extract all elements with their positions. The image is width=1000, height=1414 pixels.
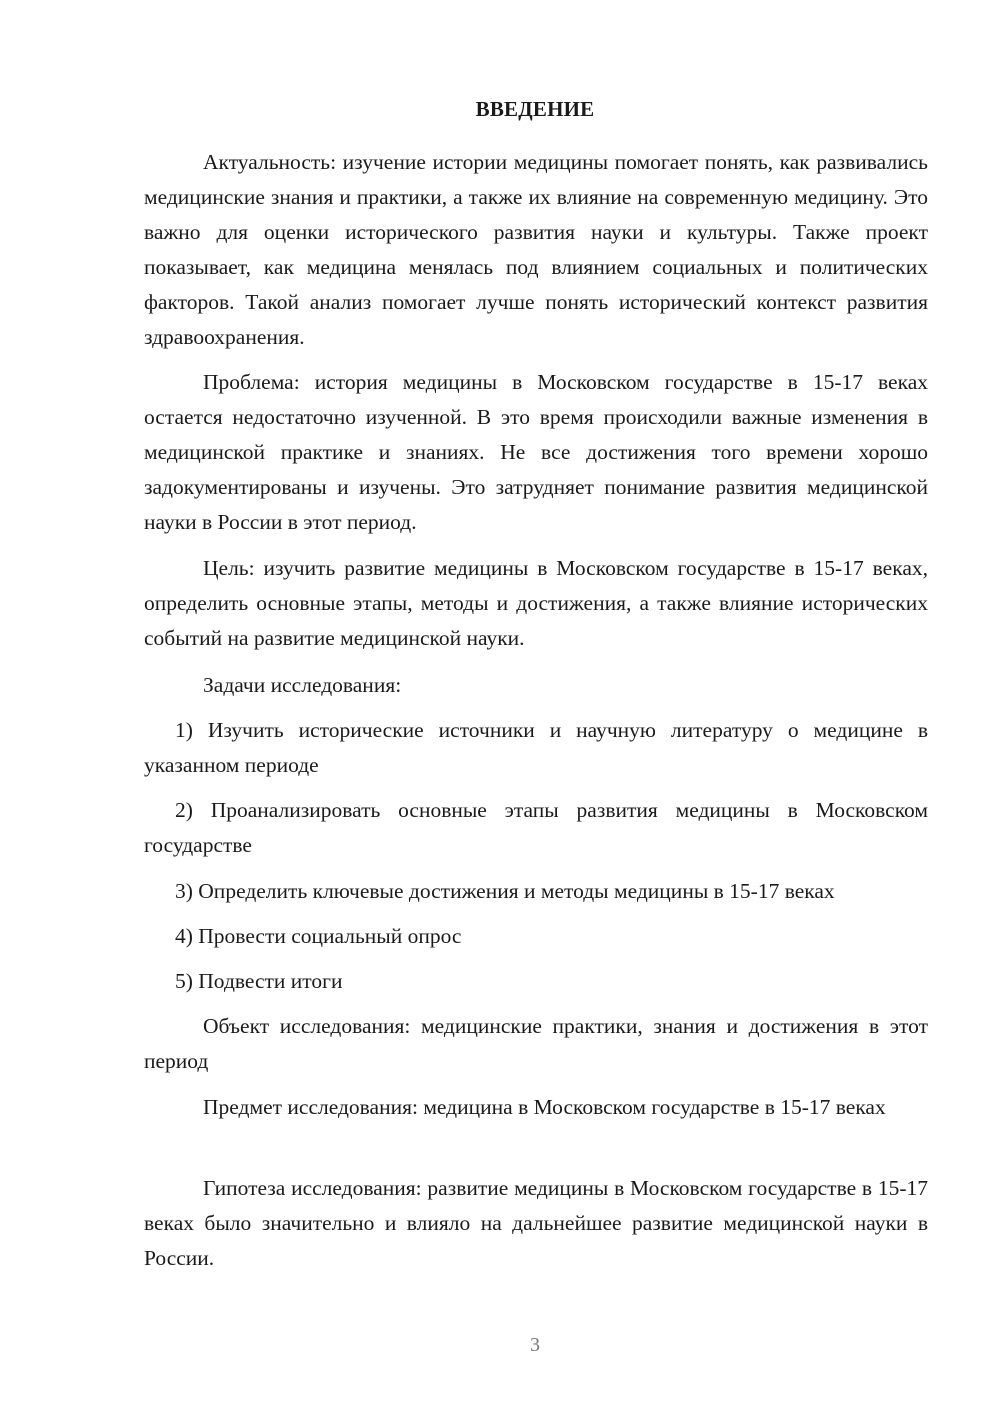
task-item-4: 4) Провести социальный опрос	[175, 924, 462, 948]
task-item-2: 2) Проанализировать основные этапы развития медицины в Московском государстве	[144, 798, 928, 857]
hypothesis-paragraph: Гипотеза исследования: развитие медицины в Московском государстве в 15-17 веках было значительно и влияло на дальнейшее развитие медицинской науки в России.	[144, 1176, 928, 1270]
problem-paragraph: Проблема: история медицины в Московском государстве в 15-17 веках остается недостаточно изученной. В это время происходили важные изменения в медицинской практике и знаниях. Не все достижения того времени хорошо задокументированы и изучены. Это затрудняет понимание развития медицинской науки в России в этот период.	[144, 370, 928, 534]
goal-paragraph: Цель: изучить развитие медицины в Московском государстве в 15-17 веках, определить основные этапы, методы и достижения, а также влияние исторических событий на развитие медицинской науки.	[144, 556, 928, 650]
tasks-heading: Задачи исследования:	[203, 673, 402, 697]
task-item-3: 3) Определить ключевые достижения и методы медицины в 15-17 веках	[175, 879, 835, 903]
task-item-1: 1) Изучить исторические источники и научную литературу о медицине в указанном периоде	[144, 718, 928, 777]
relevance-paragraph: Актуальность: изучение истории медицины помогает понять, как развивались медицинские знания и практики, а также их влияние на современную медицину. Это важно для оценки исторического развития науки и культуры. Также проект показывает, как медицина менялась под влиянием социальных и политических факторов. Такой анализ помогает лучше понять исторический контекст развития здравоохранения.	[144, 150, 928, 349]
subject-paragraph: Предмет исследования: медицина в Московском государстве в 15-17 веках	[203, 1095, 886, 1119]
object-paragraph: Объект исследования: медицинские практики, знания и достижения в этот период	[144, 1014, 928, 1073]
page-title: ВВЕДЕНИЕ	[475, 97, 595, 121]
page-number: 3	[530, 1334, 540, 1356]
task-item-5: 5) Подвести итоги	[175, 969, 343, 993]
